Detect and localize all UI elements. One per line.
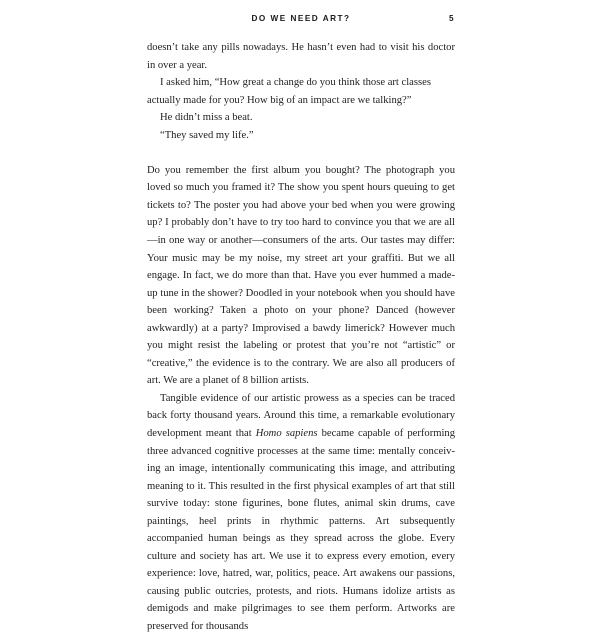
- paragraph-text: became capable of performing three advanced cognitive processes at the same time: mentally conceiving an image, intentionally communicating this image, and attributing meaning to it. This resulted in the first physical examples of art that still survive today: stone figurines, bone flutes, animal skin drums, cave paintings, heel prints in rhythmic patterns. Art subsequently accompanied human beings as they spread across the globe. Every culture and society has art. We use it to express every emotion, every experience: love, hatred, war, politics, peace. Art awakens our passions, causing public outcries, protests, and riots. Humans idolize artists as demigods and make pilgrimages to see them perform. Artworks are preserved for thousands: [147, 427, 455, 632]
- italic-text: Homo sapiens: [255, 427, 318, 439]
- page-header: [147, 14, 455, 28]
- paragraph-text: Tangible evidence of our artistic prowess as a species can be traced back forty thousand years. Around this time, a remarkable evolutionary development meant that: [147, 392, 455, 439]
- body-text: [147, 39, 455, 636]
- paragraph: I asked him, “How great a change do you think those art classes actually made for you? How big of an impact are we talking?”: [147, 77, 431, 106]
- paragraph: [147, 390, 455, 636]
- paragraph: Do you remember the first album you bought? The photograph you loved so much you framed it? The show you spent hours queuing to get tickets to? The poster you had above your bed when you were growing up? I probably don’t have to try too hard to convince you that we are all—in one way or another—consumers of the arts. Our tastes may differ: Your music may be my noise, my street art your graffiti. But we all engage. In fact, we do more than that. Have you ever hummed a made-up tune in the shower? Doodled in your notebook when you should have been working? Taken a photo on your phone? Danced (however awkwardly) at a party? Improvised a bawdy limerick? However much you might resist the labeling or protest that you’re not “artistic” or “creative,” the evidence is to the contrary. We are also all producers of art. We are a planet of 8 billion artists.: [147, 164, 455, 387]
- paragraph: He didn’t miss a beat.: [160, 112, 253, 124]
- page-number: 5: [448, 14, 455, 23]
- paragraph: “They saved my life.”: [160, 129, 254, 141]
- running-head: DO WE NEED ART?: [251, 14, 351, 23]
- paragraph: doesn’t take any pills nowadays. He hasn’t even had to visit his doctor in over a year.: [147, 42, 455, 71]
